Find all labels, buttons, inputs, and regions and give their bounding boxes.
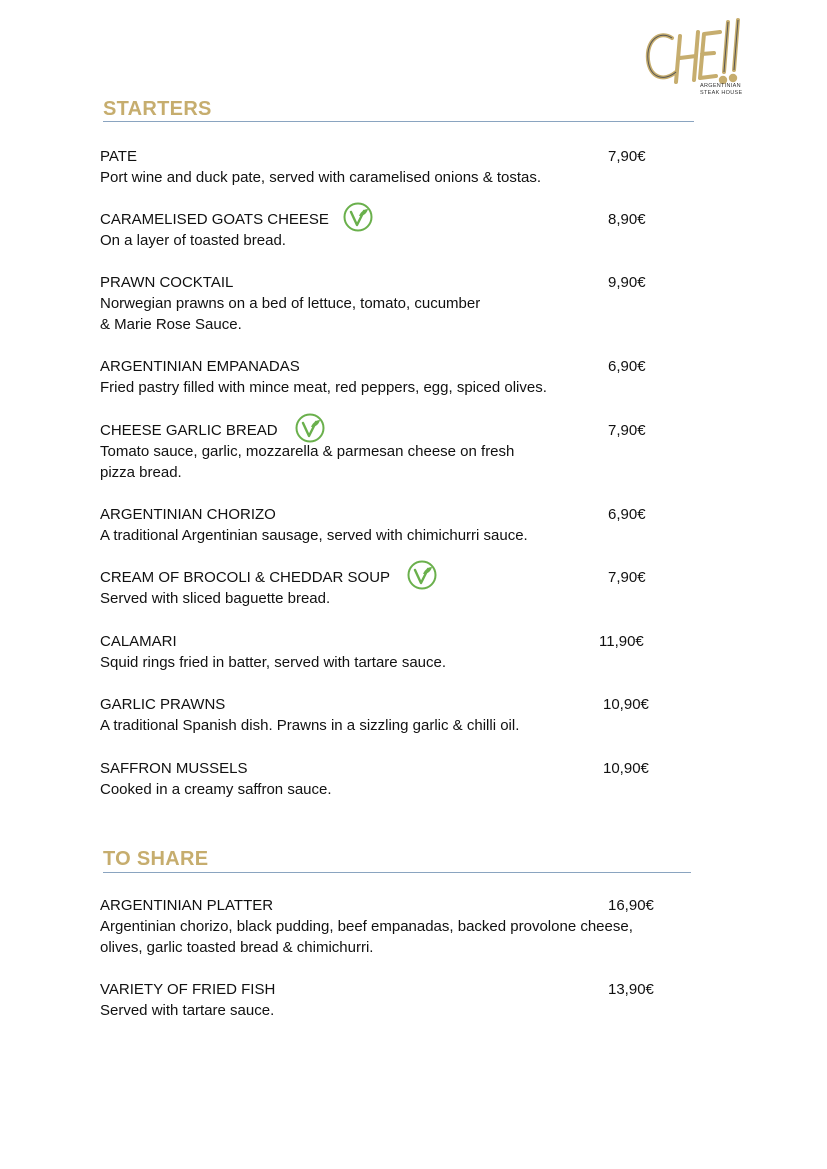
menu-item-name: CALAMARI: [100, 633, 177, 650]
menu-item-description: Squid rings fried in batter, served with tartare sauce.: [100, 654, 447, 671]
menu-item-name: ARGENTINIAN EMPANADAS: [100, 358, 300, 375]
menu-item-name: CARAMELISED GOATS CHEESE: [100, 211, 329, 228]
menu-item-price: 11,90€: [599, 633, 644, 650]
menu-item: [100, 979, 700, 1021]
menu-item-price: 7,90€: [608, 569, 646, 586]
menu-item-name: SAFFRON MUSSELS: [100, 760, 248, 777]
menu-item: [100, 209, 700, 251]
menu-item-price: 16,90€: [608, 897, 654, 914]
menu-item-description: Port wine and duck pate, served with caramelised onions & tostas.: [100, 169, 542, 186]
menu-item: [100, 631, 700, 673]
menu-item-price: 10,90€: [603, 696, 649, 713]
menu-item-description: Argentinian chorizo, black pudding, beef empanadas, backed provolone cheese, olives, garlic toasted bread & chimichurri.: [100, 918, 633, 956]
menu-item: [100, 272, 700, 335]
menu-item-description: Norwegian prawns on a bed of lettuce, tomato, cucumber & Marie Rose Sauce.: [100, 295, 481, 333]
menu-item-name: ARGENTINIAN CHORIZO: [100, 506, 276, 523]
menu-item-price: 7,90€: [608, 422, 646, 439]
vegetarian-icon: [407, 560, 437, 590]
menu-item-description: Fried pastry filled with mince meat, red peppers, egg, spiced olives.: [100, 379, 547, 396]
menu-item-description: On a layer of toasted bread.: [100, 232, 286, 249]
menu-item-description: Tomato sauce, garlic, mozzarella & parmesan cheese on fresh pizza bread.: [100, 443, 515, 481]
menu-item-price: 6,90€: [608, 506, 646, 523]
menu-item-description: A traditional Argentinian sausage, served with chimichurri sauce.: [100, 527, 528, 544]
menu-item-price: 9,90€: [608, 274, 646, 291]
menu-item-description: A traditional Spanish dish. Prawns in a sizzling garlic & chilli oil.: [100, 717, 520, 734]
section-title-starters: STARTERS: [103, 98, 212, 120]
logo-subtitle-line1: ARGENTINIAN: [700, 83, 741, 89]
menu-item-name: PATE: [100, 148, 137, 165]
menu-item-price: 6,90€: [608, 358, 646, 375]
vegetarian-icon: [343, 202, 373, 232]
menu-item-name: VARIETY OF FRIED FISH: [100, 981, 276, 998]
menu-item-description: Served with sliced baguette bread.: [100, 590, 331, 607]
menu-item-price: 8,90€: [608, 211, 646, 228]
section-divider: [103, 872, 691, 873]
menu-item: [100, 420, 700, 483]
menu-item-price: 10,90€: [603, 760, 649, 777]
logo-subtitle: [700, 83, 742, 96]
menu-item: [100, 895, 700, 958]
menu-item-price: 13,90€: [608, 981, 654, 998]
vegetarian-icon: [295, 413, 325, 443]
logo-subtitle-line2: STEAK HOUSE: [700, 89, 743, 96]
menu-item-description: Cooked in a creamy saffron sauce.: [100, 781, 332, 798]
menu-item-name: ARGENTINIAN PLATTER: [100, 897, 274, 914]
restaurant-logo: [640, 10, 750, 102]
section-divider: [103, 121, 694, 122]
menu-item: [100, 146, 700, 188]
section-title-to-share: TO SHARE: [103, 848, 209, 870]
menu-item-name: GARLIC PRAWNS: [100, 696, 226, 713]
menu-item-name: CREAM OF BROCOLI & CHEDDAR SOUP: [100, 569, 391, 586]
menu-item: [100, 356, 700, 398]
menu-item-name: PRAWN COCKTAIL: [100, 274, 234, 291]
menu-item: [100, 694, 700, 736]
menu-item: [100, 504, 700, 546]
menu-item-description: Served with tartare sauce.: [100, 1002, 275, 1019]
menu-item-price: 7,90€: [608, 148, 646, 165]
menu-item: [100, 567, 700, 609]
menu-item-name: CHEESE GARLIC BREAD: [100, 422, 278, 439]
menu-item: [100, 758, 700, 800]
